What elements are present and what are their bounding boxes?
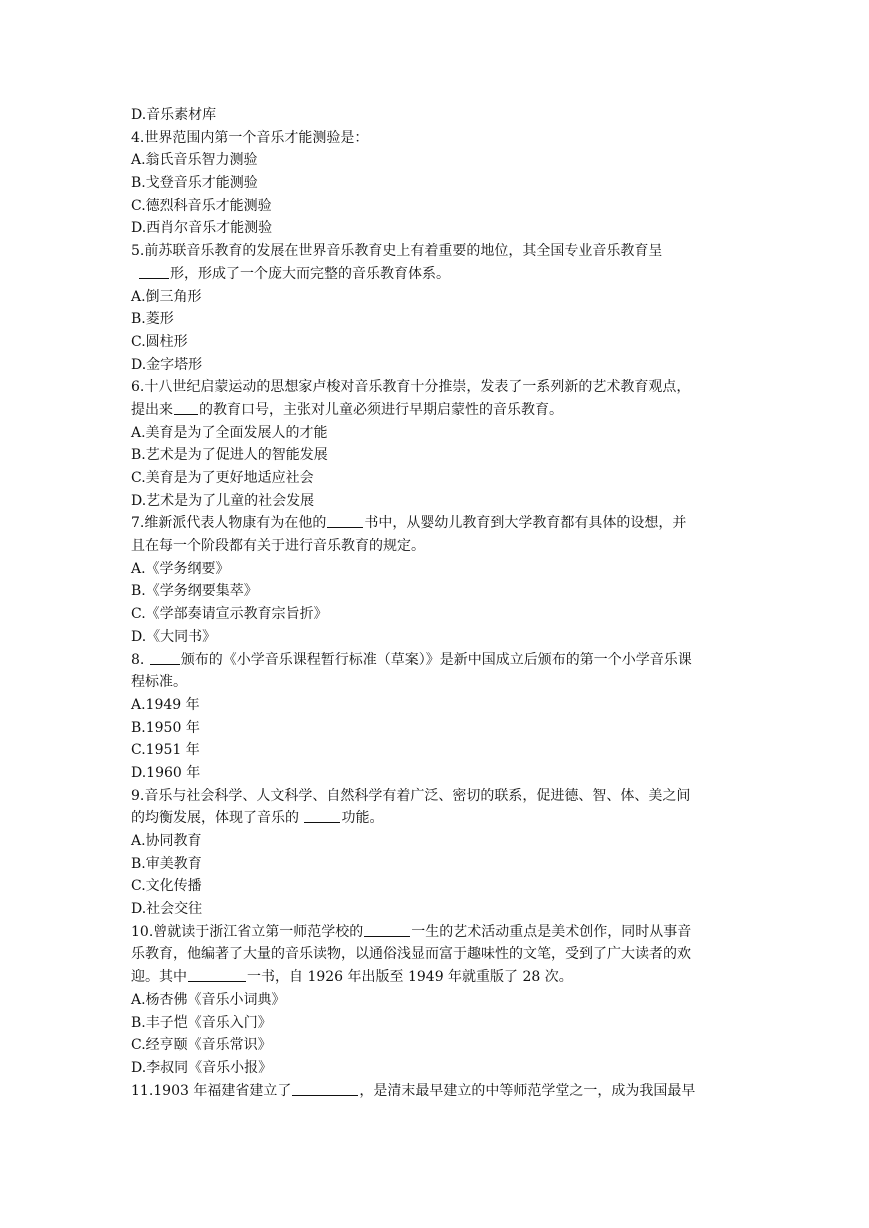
option-line: C.德烈科音乐才能测验 bbox=[131, 197, 272, 214]
option-line: A.《学务纲要》 bbox=[131, 560, 230, 577]
option-line: C.《学部奏请宣示教育宗旨折》 bbox=[131, 606, 328, 623]
option-line: A.翁氏音乐智力测验 bbox=[131, 152, 258, 169]
fill-in-blank bbox=[327, 514, 363, 528]
option-line: C.圆柱形 bbox=[131, 333, 188, 350]
document-page bbox=[131, 104, 741, 1102]
question-5-text: 5.前苏联音乐教育的发展在世界音乐教育史上有着重要的地位，其全国专业音乐教育呈 bbox=[131, 243, 663, 260]
option-line: D.《大同书》 bbox=[131, 628, 217, 645]
option-line: B.《学务纲要集萃》 bbox=[131, 583, 258, 600]
option-line: A.杨杏佛《音乐小词典》 bbox=[131, 991, 286, 1008]
option-line: D.1960 年 bbox=[131, 764, 201, 781]
question-8-text: 8. 颁布的《小学音乐课程暂行标准（草案）》是新中国成立后颁布的第一个小学音乐课 bbox=[131, 651, 692, 668]
option-line: A.协同教育 bbox=[131, 833, 202, 849]
question-7-text: 7.维新派代表人物康有为在他的 书中，从婴幼儿教育到大学教育都有具体的设想，并 bbox=[131, 515, 687, 532]
option-line: D.西肖尔音乐才能测验 bbox=[131, 220, 273, 237]
option-line: C.文化传播 bbox=[131, 878, 202, 895]
question-7-text-cont: 且在每一个阶段都有关于进行音乐教育的规定。 bbox=[131, 538, 425, 555]
option-line: A.倒三角形 bbox=[131, 288, 202, 305]
option-line: D.音乐素材库 bbox=[131, 107, 217, 123]
question-8-text-cont: 程标准。 bbox=[131, 674, 187, 691]
option-line: B.审美教育 bbox=[131, 855, 202, 872]
fill-in-blank bbox=[150, 651, 180, 665]
option-line: B.丰子恺《音乐入门》 bbox=[131, 1014, 272, 1031]
question-5-text-cont: 形，形成了一个庞大而完整的音乐教育体系。 bbox=[131, 263, 741, 286]
question-11-text: 11.1903 年福建省建立了 ，是清末最早建立的中等师范学堂之一，成为我国最早 bbox=[131, 1082, 696, 1099]
option-line: C.经亨颐《音乐常识》 bbox=[131, 1037, 272, 1054]
question-10-text-cont: 乐教育，他编著了大量的音乐读物，以通俗浅显而富于趣味性的文笔，受到了广大读者的欢 bbox=[131, 946, 691, 963]
question-6-text: 6.十八世纪启蒙运动的思想家卢梭对音乐教育十分推崇，发表了一系列新的艺术教育观点， bbox=[131, 379, 691, 396]
fill-in-blank bbox=[292, 1082, 358, 1096]
fill-in-blank bbox=[364, 923, 410, 937]
question-10-text: 10.曾就读于浙江省立第一师范学校的 一生的艺术活动重点是美术创作，同时从事音 bbox=[131, 923, 692, 940]
question-9-text: 9.音乐与社会科学、人文科学、自然科学有着广泛、密切的联系，促进德、智、体、美之间 bbox=[131, 787, 691, 804]
option-line: D.艺术是为了儿童的社会发展 bbox=[131, 492, 315, 509]
question-9-text-cont: 的均衡发展，体现了音乐的 功能。 bbox=[131, 810, 384, 827]
option-line: B.艺术是为了促进人的智能发展 bbox=[131, 447, 328, 464]
fill-in-blank bbox=[304, 809, 340, 823]
option-line: D.社会交往 bbox=[131, 901, 203, 918]
question-10-text-cont: 迎。其中 一书，自 1926 年出版至 1949 年就重版了 28 次。 bbox=[131, 969, 573, 986]
option-line: C.美育是为了更好地适应社会 bbox=[131, 470, 314, 486]
fill-in-blank bbox=[188, 968, 246, 982]
option-line: B.戈登音乐才能测验 bbox=[131, 175, 258, 192]
option-line: A.1949 年 bbox=[131, 696, 200, 713]
option-line: B.1950 年 bbox=[131, 719, 200, 736]
question-6-text-cont: 提出来 的教育口号，主张对儿童必须进行早期启蒙性的音乐教育。 bbox=[131, 401, 563, 418]
option-line: C.1951 年 bbox=[131, 742, 200, 759]
question-4-text: 4.世界范围内第一个音乐才能测验是： bbox=[131, 129, 369, 146]
option-line: D.李叔同《音乐小报》 bbox=[131, 1059, 273, 1076]
option-line: D.金字塔形 bbox=[131, 356, 203, 373]
fill-in-blank bbox=[139, 265, 169, 279]
fill-in-blank bbox=[174, 401, 198, 415]
option-line: B.菱形 bbox=[131, 311, 174, 328]
option-line: A.美育是为了全面发展人的才能 bbox=[131, 424, 328, 441]
